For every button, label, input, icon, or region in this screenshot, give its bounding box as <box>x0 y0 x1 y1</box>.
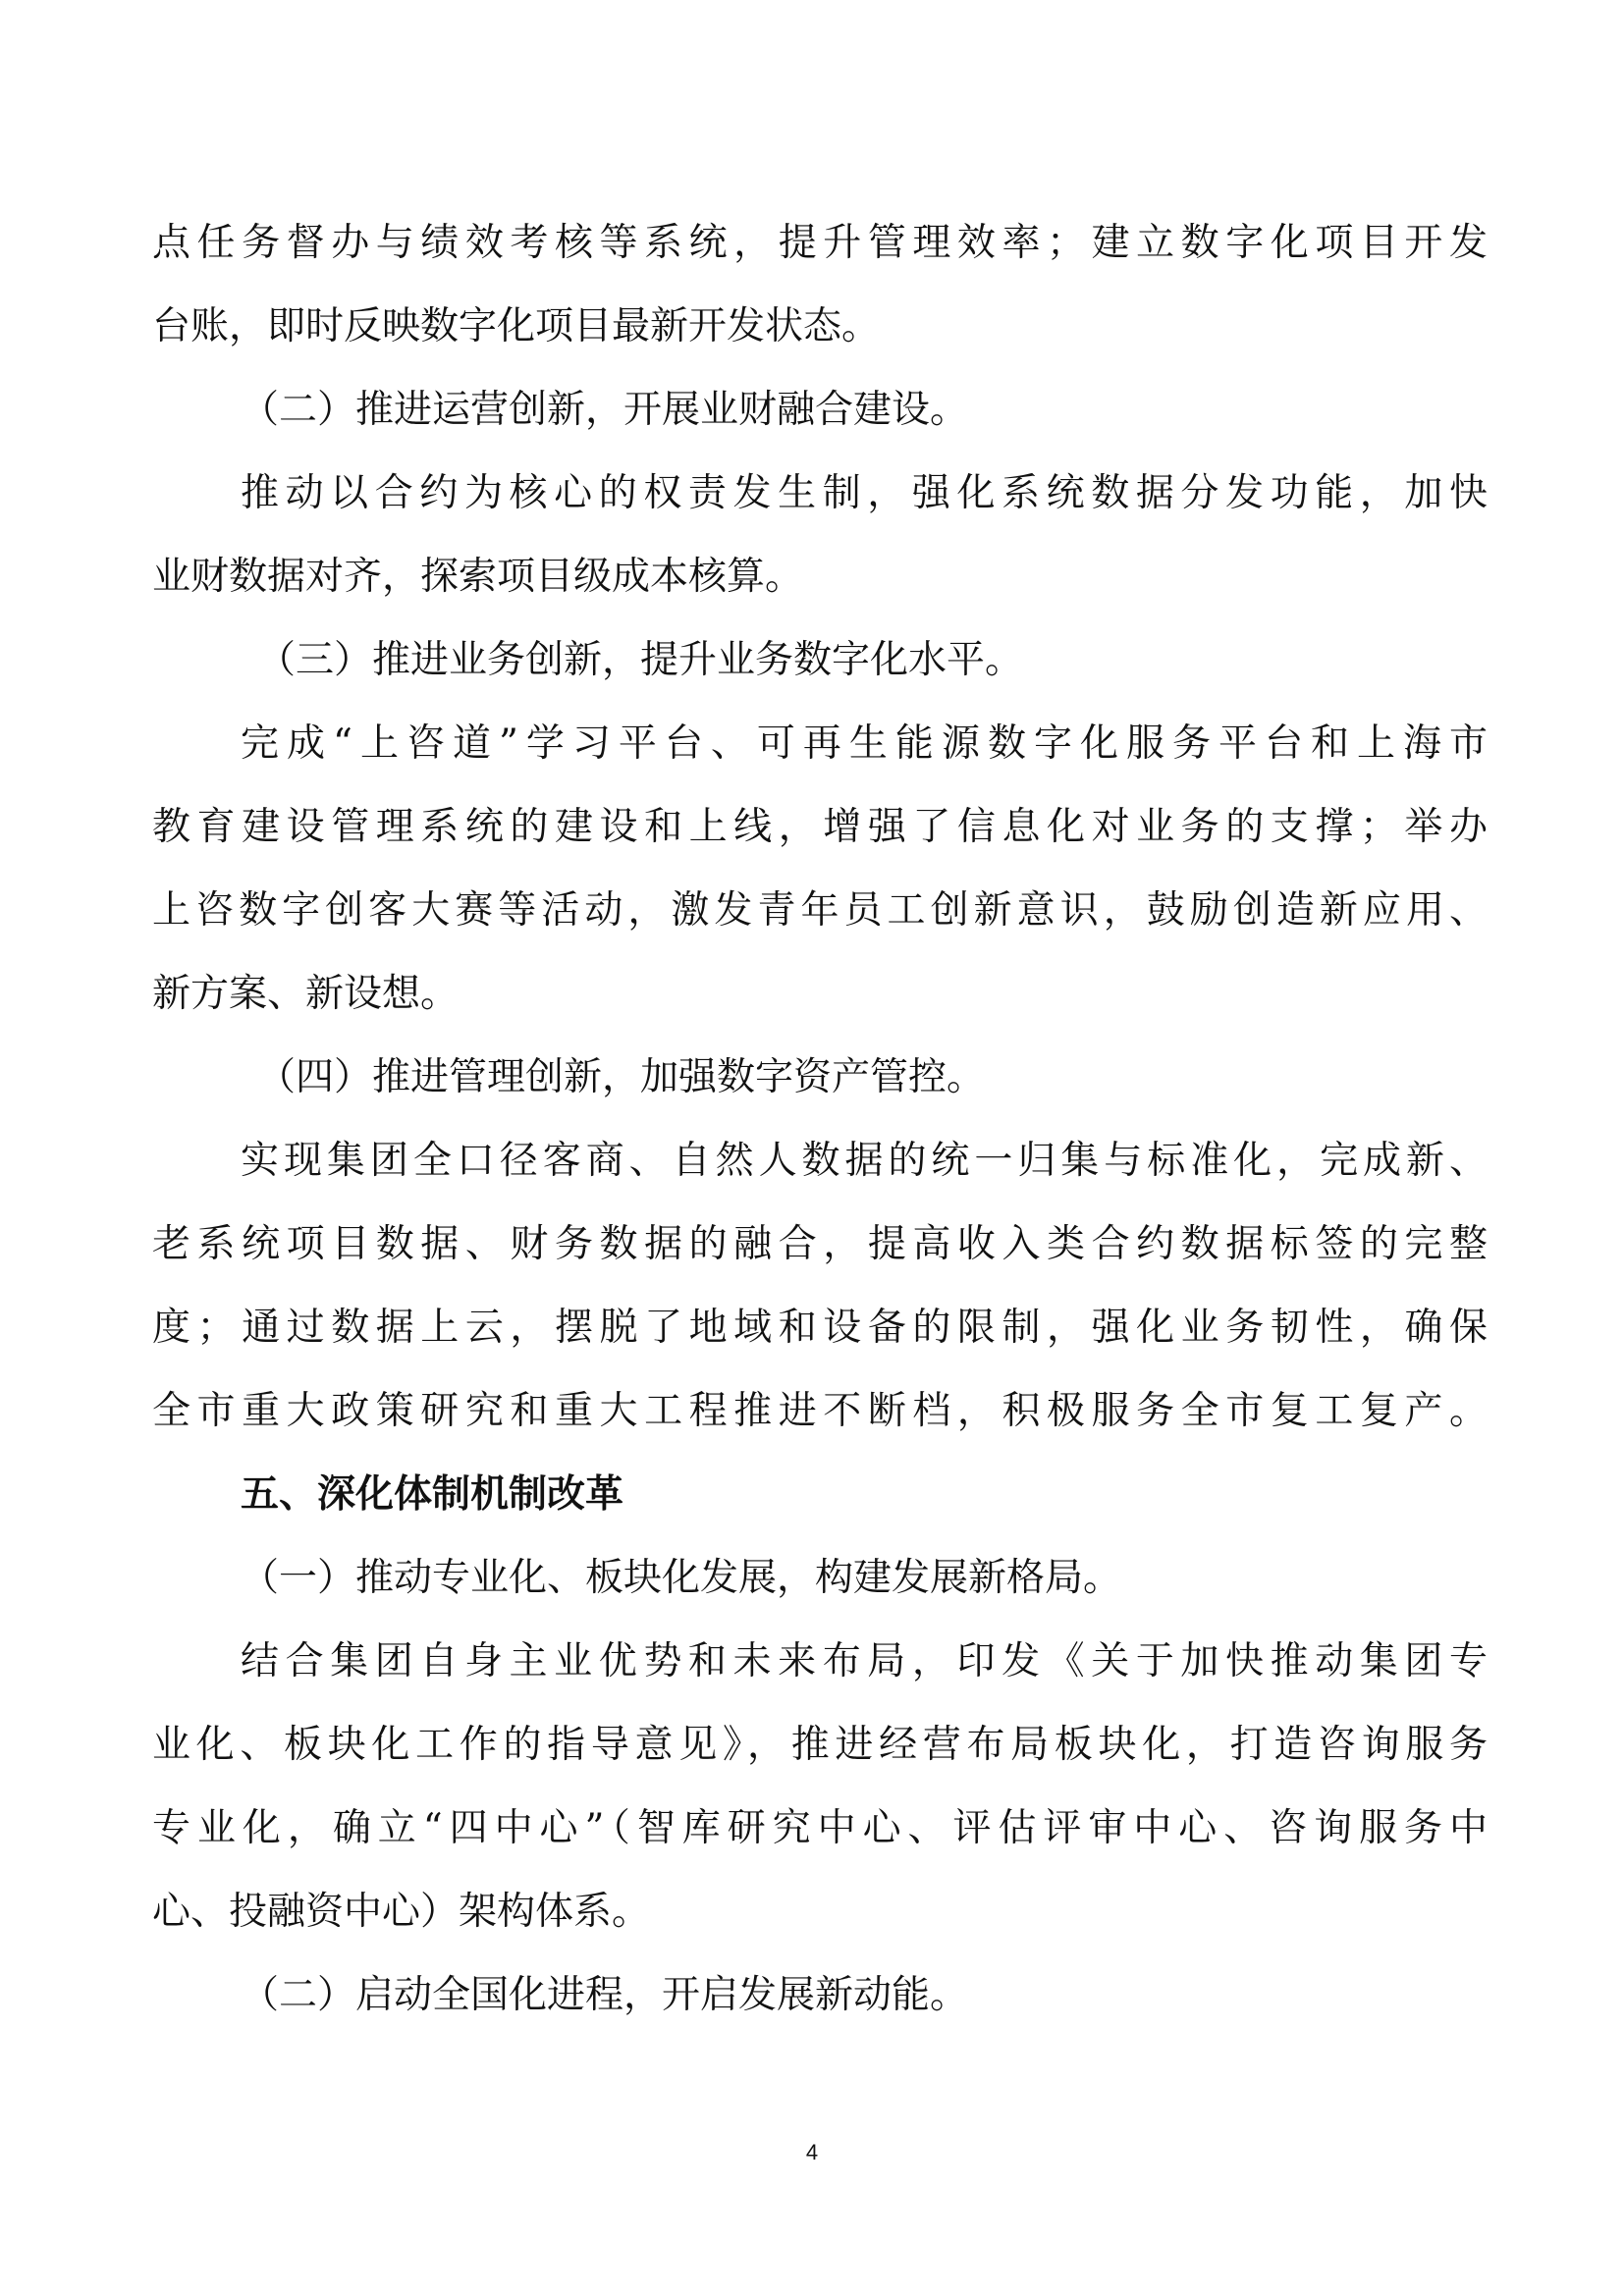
body-line: 点任务督办与绩效考核等系统，提升管理效率；建立数字化项目开发 <box>152 221 1488 265</box>
body-line: 教育建设管理系统的建设和上线，增强了信息化对业务的支撑；举办 <box>152 805 1488 849</box>
subsection-heading: （二）启动全国化进程，开启发展新动能。 <box>241 1973 969 2017</box>
section-heading: 五、深化体制机制改革 <box>241 1472 624 1517</box>
body-line: 度；通过数据上云，摆脱了地域和设备的限制，强化业务韧性，确保 <box>152 1306 1488 1350</box>
body-line: 推动以合约为核心的权责发生制，强化系统数据分发功能，加快 <box>241 471 1488 515</box>
subsection-heading: （四）推进管理创新，加强数字资产管控。 <box>257 1055 986 1099</box>
body-line: 业财数据对齐，探索项目级成本核算。 <box>152 555 804 599</box>
body-line: 业化、板块化工作的指导意见》，推进经营布局板块化，打造咨询服务 <box>152 1723 1488 1767</box>
body-line: 完成“上咨道”学习平台、可再生能源数字化服务平台和上海市 <box>241 721 1488 766</box>
body-line: 专业化，确立“四中心”（智库研究中心、评估评审中心、咨询服务中 <box>152 1806 1488 1850</box>
body-line: 结合集团自身主业优势和未来布局，印发《关于加快推动集团专 <box>241 1639 1488 1683</box>
body-line: 老系统项目数据、财务数据的融合，提高收入类合约数据标签的完整 <box>152 1222 1488 1266</box>
body-line: 心、投融资中心）架构体系。 <box>152 1890 651 1934</box>
body-line: 上咨数字创客大赛等活动，激发青年员工创新意识，鼓励创造新应用、 <box>152 888 1488 933</box>
subsection-heading: （三）推进业务创新，提升业务数字化水平。 <box>257 638 1024 682</box>
subsection-heading: （一）推动专业化、板块化发展，构建发展新格局。 <box>241 1556 1122 1600</box>
body-line: 实现集团全口径客商、自然人数据的统一归集与标准化，完成新、 <box>241 1139 1488 1183</box>
body-line: 台账，即时反映数字化项目最新开发状态。 <box>152 304 881 348</box>
body-line: 全市重大政策研究和重大工程推进不断档，积极服务全市复工复产。 <box>152 1389 1488 1433</box>
body-line: 新方案、新设想。 <box>152 972 460 1016</box>
subsection-heading: （二）推进运营创新，开展业财融合建设。 <box>241 388 969 432</box>
page-number: 4 <box>805 2140 819 2164</box>
